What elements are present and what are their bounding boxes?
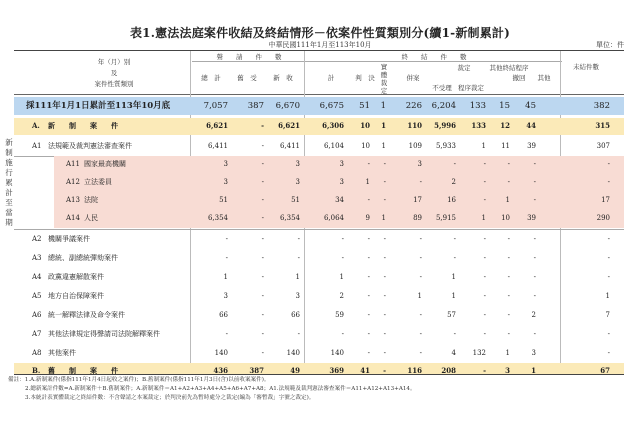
row-value: -: [419, 273, 422, 281]
row-value: 1: [339, 273, 344, 281]
header-not-accepted: 不受理: [432, 84, 452, 92]
row-value: 3: [531, 349, 536, 357]
row-value: 34: [335, 196, 344, 204]
row-value: 1: [451, 292, 456, 300]
row-code: A8: [32, 349, 42, 357]
row-value: -: [507, 235, 510, 243]
header-old-receive: 舊 受: [237, 74, 257, 82]
row-value: -: [261, 196, 264, 204]
row-code: A3: [32, 254, 42, 262]
row-value: -: [607, 330, 610, 338]
row-value: -: [367, 311, 370, 319]
row-value: -: [367, 273, 370, 281]
row-label: 新 制 案 件: [48, 121, 118, 130]
row-value: -: [261, 273, 264, 281]
row-value: 109: [408, 142, 422, 150]
row-value: 369: [329, 366, 344, 375]
row-value: -: [383, 235, 386, 243]
row-code: A13: [66, 196, 80, 204]
row-value: 3: [295, 178, 300, 186]
row-value: -: [453, 254, 456, 262]
total-row-value: 6,675: [319, 101, 344, 111]
row-value: 132: [472, 349, 486, 357]
row-value: 6,306: [322, 121, 344, 130]
row-value: 17: [413, 196, 422, 204]
row-value: -: [533, 235, 536, 243]
total-row-value: 15: [499, 101, 510, 111]
header-other: 其他: [537, 74, 551, 82]
row-code: B.: [32, 366, 41, 375]
row-value: 11: [501, 142, 510, 150]
row-value: 59: [335, 311, 344, 319]
total-row-value: 1: [380, 101, 386, 111]
row-label: 立法委員: [84, 178, 112, 186]
row-value: 1: [505, 196, 510, 204]
header-merged: 併案: [406, 74, 420, 82]
row-value: 140: [286, 349, 300, 357]
row-value: 6,064: [323, 214, 344, 222]
row-label: 其他法律規定得聲請司法院解釋案件: [48, 330, 160, 338]
row-value: 3: [223, 292, 228, 300]
row-value: -: [483, 330, 486, 338]
header-new-receive: 新 收: [273, 74, 293, 82]
row-value: 3: [339, 160, 344, 168]
row-value: 5,915: [435, 214, 456, 222]
row-value: 6,621: [278, 121, 300, 130]
row-value: 57: [447, 311, 456, 319]
row-value: -: [533, 254, 536, 262]
row-value: 6,354: [207, 214, 228, 222]
row-value: -: [341, 330, 344, 338]
row-value: 387: [249, 366, 264, 375]
row-value: -: [607, 273, 610, 281]
total-row-value: 382: [593, 101, 610, 111]
note-line-3: 3.本統計表實體裁定之終結件數：不含聲請之本案裁定；於判決前先為暫時處分之裁定(編為「審暫裁」字號之裁定)。: [25, 395, 315, 401]
row-value: -: [261, 254, 264, 262]
row-value: -: [419, 178, 422, 186]
row-value: -: [607, 160, 610, 168]
row-value: -: [297, 254, 300, 262]
row-value: 17: [601, 196, 610, 204]
row-value: 3: [339, 178, 344, 186]
row-value: 39: [527, 142, 536, 150]
row-value: 1: [381, 214, 386, 222]
row-value: -: [483, 196, 486, 204]
row-code: A.: [32, 121, 40, 130]
row-value: 4: [451, 349, 456, 357]
row-value: -: [261, 214, 264, 222]
row-value: -: [225, 254, 228, 262]
row-value: 39: [527, 214, 536, 222]
header-year-line3: 案件性質類別: [94, 80, 134, 88]
header-total: 總 計: [201, 74, 221, 82]
row-value: -: [419, 235, 422, 243]
row-value: -: [419, 311, 422, 319]
row-code: A4: [32, 273, 42, 281]
row-value: -: [367, 254, 370, 262]
total-row-value: 6,670: [275, 101, 300, 111]
row-label: 人民: [84, 214, 98, 222]
row-value: -: [383, 178, 386, 186]
row-value: -: [261, 178, 264, 186]
row-value: -: [533, 292, 536, 300]
header-withdraw: 撤回: [512, 74, 526, 82]
row-value: -: [383, 160, 386, 168]
row-value: 44: [526, 121, 536, 130]
row-value: 1: [605, 292, 610, 300]
row-value: 3: [295, 160, 300, 168]
row-value: 10: [361, 142, 370, 150]
row-value: -: [607, 349, 610, 357]
row-value: -: [367, 196, 370, 204]
row-code: A2: [32, 235, 42, 243]
row-value: -: [507, 160, 510, 168]
row-value: -: [533, 178, 536, 186]
row-value: 41: [360, 366, 370, 375]
row-value: 49: [290, 366, 300, 375]
statistics-table: [14, 50, 624, 375]
row-code: A14: [66, 214, 80, 222]
note-line-1: 備註：1.A.新制案件(係指111年1月4日起收之案件)；B.舊制案件(係指111年1月3日(含)以前收案案件)。: [8, 377, 270, 383]
row-value: 116: [407, 366, 422, 375]
row-value: 1: [365, 178, 370, 186]
row-value: -: [261, 330, 264, 338]
row-label: 統一解釋法律及命令案件: [48, 311, 125, 319]
row-value: 1: [381, 142, 386, 150]
row-value: -: [367, 349, 370, 357]
notes-block: [8, 376, 632, 403]
row-value: -: [533, 273, 536, 281]
header-pending: 未結件數: [573, 63, 599, 71]
row-value: 1: [295, 273, 300, 281]
row-value: 10: [360, 121, 370, 130]
row-value: 2: [531, 311, 536, 319]
row-label: 機關爭議案件: [48, 235, 90, 243]
row-value: -: [607, 178, 610, 186]
row-value: 7: [605, 311, 610, 319]
row-value: -: [297, 235, 300, 243]
row-value: -: [419, 330, 422, 338]
row-value: -: [507, 311, 510, 319]
row-value: -: [261, 121, 264, 130]
row-value: 51: [291, 196, 300, 204]
row-value: 12: [500, 121, 510, 130]
row-value: -: [341, 235, 344, 243]
row-value: 1: [481, 142, 486, 150]
row-value: 1: [223, 273, 228, 281]
total-row-value: 387: [247, 101, 264, 111]
row-value: -: [453, 235, 456, 243]
row-value: -: [383, 311, 386, 319]
row-value: -: [453, 160, 456, 168]
row-value: 2: [339, 292, 344, 300]
row-value: -: [507, 273, 510, 281]
row-value: 140: [214, 349, 228, 357]
total-row-value: 226: [405, 101, 422, 111]
row-value: 133: [471, 121, 486, 130]
row-value: -: [483, 178, 486, 186]
row-code: A11: [66, 160, 80, 168]
header-procedural-ruling: 程序裁定: [458, 84, 484, 92]
row-code: A6: [32, 311, 42, 319]
row-value: -: [383, 349, 386, 357]
header-closed-group: 終 結 件 數: [401, 53, 467, 61]
row-value: -: [261, 349, 264, 357]
row-value: 89: [413, 214, 422, 222]
row-value: -: [607, 254, 610, 262]
table-subtitle: 中華民國111年1月至113年10月: [268, 41, 372, 49]
total-row-value: 45: [525, 101, 536, 111]
row-value: 66: [219, 311, 228, 319]
row-code: A7: [32, 330, 42, 338]
row-value: 110: [407, 121, 422, 130]
row-value: -: [533, 330, 536, 338]
row-value: -: [507, 254, 510, 262]
header-substantive-ruling: 實體裁定: [380, 63, 388, 95]
row-label: 國家最高機關: [84, 160, 126, 168]
row-value: 6,411: [279, 142, 300, 150]
row-value: -: [261, 235, 264, 243]
row-value: -: [383, 196, 386, 204]
row-value: 1: [417, 292, 422, 300]
row-value: -: [225, 235, 228, 243]
total-row-label: 採111年1月1日累計至113年10月底: [26, 101, 171, 111]
row-value: 51: [219, 196, 228, 204]
row-value: -: [297, 330, 300, 338]
row-value: -: [383, 330, 386, 338]
row-value: -: [507, 330, 510, 338]
row-value: -: [533, 160, 536, 168]
row-value: -: [261, 160, 264, 168]
row-code: A12: [66, 178, 80, 186]
row-value: 16: [447, 196, 456, 204]
row-code: A1: [32, 142, 42, 150]
total-row-value: 7,057: [203, 101, 228, 111]
row-value: 3: [223, 160, 228, 168]
header-closed-sum: 計: [327, 74, 335, 82]
row-value: 5,933: [435, 142, 456, 150]
row-value: 3: [295, 292, 300, 300]
row-value: -: [483, 160, 486, 168]
row-value: -: [383, 292, 386, 300]
row-value: 6,621: [206, 121, 228, 130]
row-value: 315: [595, 121, 610, 130]
row-value: 10: [501, 214, 510, 222]
row-value: -: [341, 254, 344, 262]
header-other-closing: 其他終結程序: [489, 64, 529, 72]
total-row-value: 133: [469, 101, 486, 111]
row-value: -: [507, 178, 510, 186]
row-label: 地方自治保障案件: [48, 292, 104, 300]
row-value: -: [261, 292, 264, 300]
row-value: -: [419, 349, 422, 357]
row-value: -: [383, 366, 386, 375]
row-value: -: [367, 160, 370, 168]
row-label: 政黨違憲解散案件: [48, 273, 104, 281]
side-label: 新制施行累計至當期: [5, 138, 13, 227]
row-value: -: [383, 273, 386, 281]
unit-label: 單位：件: [596, 41, 624, 49]
row-value: -: [483, 254, 486, 262]
row-value: -: [483, 273, 486, 281]
row-value: -: [367, 330, 370, 338]
row-value: 3: [223, 178, 228, 186]
row-value: -: [453, 330, 456, 338]
row-value: -: [533, 196, 536, 204]
row-value: 3: [505, 366, 510, 375]
row-value: -: [419, 254, 422, 262]
row-value: -: [607, 235, 610, 243]
row-value: 290: [596, 214, 610, 222]
row-value: 9: [365, 214, 370, 222]
header-year-line2: 及: [110, 69, 118, 77]
row-value: 1: [531, 366, 536, 375]
row-value: 1: [381, 121, 386, 130]
row-value: 66: [291, 311, 300, 319]
row-value: -: [367, 235, 370, 243]
row-label: 總統、副總統彈劾案件: [48, 254, 118, 262]
row-label: 法院: [84, 196, 98, 204]
header-received-group: 聲 請 件 數: [216, 53, 282, 61]
total-row-value: 6,204: [431, 101, 456, 111]
row-label: 法規範及裁判憲法審查案件: [48, 142, 132, 150]
note-line-2: 2.總新案計件數=A.新制案件＋B.舊制案件；A.新制案件＝A1+A2+A3+A4+A5+A6+A7+A8；A1.法規範及裁判憲法審查案件＝A11+A12+A13+A14。: [25, 386, 416, 392]
row-value: 6,354: [279, 214, 300, 222]
row-value: 3: [417, 160, 422, 168]
row-value: 1: [481, 214, 486, 222]
row-value: 307: [596, 142, 610, 150]
table-title: 表1.憲法法庭案件收結及終結情形－依案件性質類別分(續1-新制累計): [129, 26, 510, 40]
row-value: 2: [451, 178, 456, 186]
row-value: 6,411: [207, 142, 228, 150]
row-value: -: [261, 311, 264, 319]
row-label: 其他案件: [48, 349, 76, 357]
row-value: -: [261, 142, 264, 150]
row-value: -: [483, 366, 486, 375]
row-value: 1: [451, 273, 456, 281]
row-value: -: [507, 292, 510, 300]
header-ruling-group: 裁定: [457, 64, 471, 72]
row-value: 5,996: [434, 121, 456, 130]
row-value: -: [483, 292, 486, 300]
row-value: 67: [600, 366, 610, 375]
header-year-line1: 年（月）別: [97, 58, 131, 66]
row-code: A5: [32, 292, 42, 300]
row-value: 208: [441, 366, 456, 375]
header-judgment: 判 決: [355, 74, 375, 82]
row-label: 舊 制 案 件: [48, 366, 118, 375]
row-value: 436: [213, 366, 228, 375]
total-row-value: 51: [359, 101, 370, 111]
row-value: -: [383, 254, 386, 262]
row-value: -: [225, 330, 228, 338]
row-value: 1: [505, 349, 510, 357]
row-value: -: [483, 235, 486, 243]
row-value: 6,104: [323, 142, 344, 150]
row-value: -: [483, 311, 486, 319]
row-value: 140: [330, 349, 344, 357]
row-value: -: [367, 292, 370, 300]
